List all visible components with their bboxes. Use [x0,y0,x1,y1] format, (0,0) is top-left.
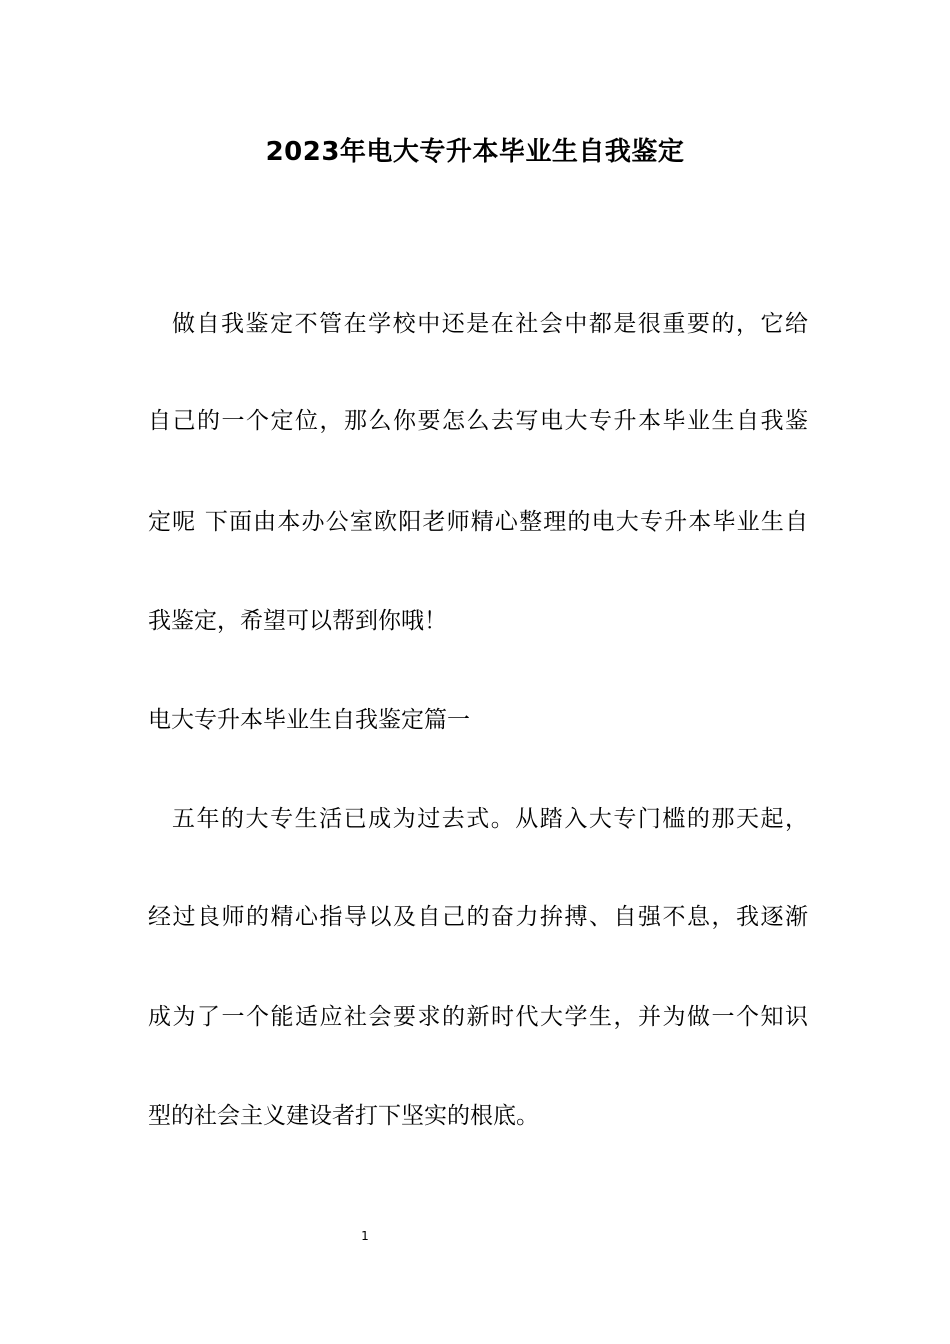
document-title: 2023年电大专升本毕业生自我鉴定 [265,137,685,167]
intro-line-2: 自己的一个定位，那么你要怎么去写电大专升本毕业生自我鉴 [148,408,808,434]
body-line-2: 经过良师的精心指导以及自己的奋力拚搏、自强不息，我逐渐 [148,904,808,930]
page-number: 1 [361,1229,369,1243]
intro-line-1: 做自我鉴定不管在学校中还是在社会中都是很重要的，它给 [172,311,808,337]
body-line-4: 型的社会主义建设者打下坚实的根底。 [148,1103,539,1129]
intro-line-4: 我鉴定，希望可以帮到你哦！ [148,608,447,634]
body-line-3: 成为了一个能适应社会要求的新时代大学生，并为做一个知识 [148,1004,808,1030]
section-heading: 电大专升本毕业生自我鉴定篇一 [148,707,470,733]
body-line-1: 五年的大专生活已成为过去式。从踏入大专门槛的那天起， [172,806,808,832]
intro-line-3: 定呢 下面由本办公室欧阳老师精心整理的电大专升本毕业生自 [148,509,808,535]
